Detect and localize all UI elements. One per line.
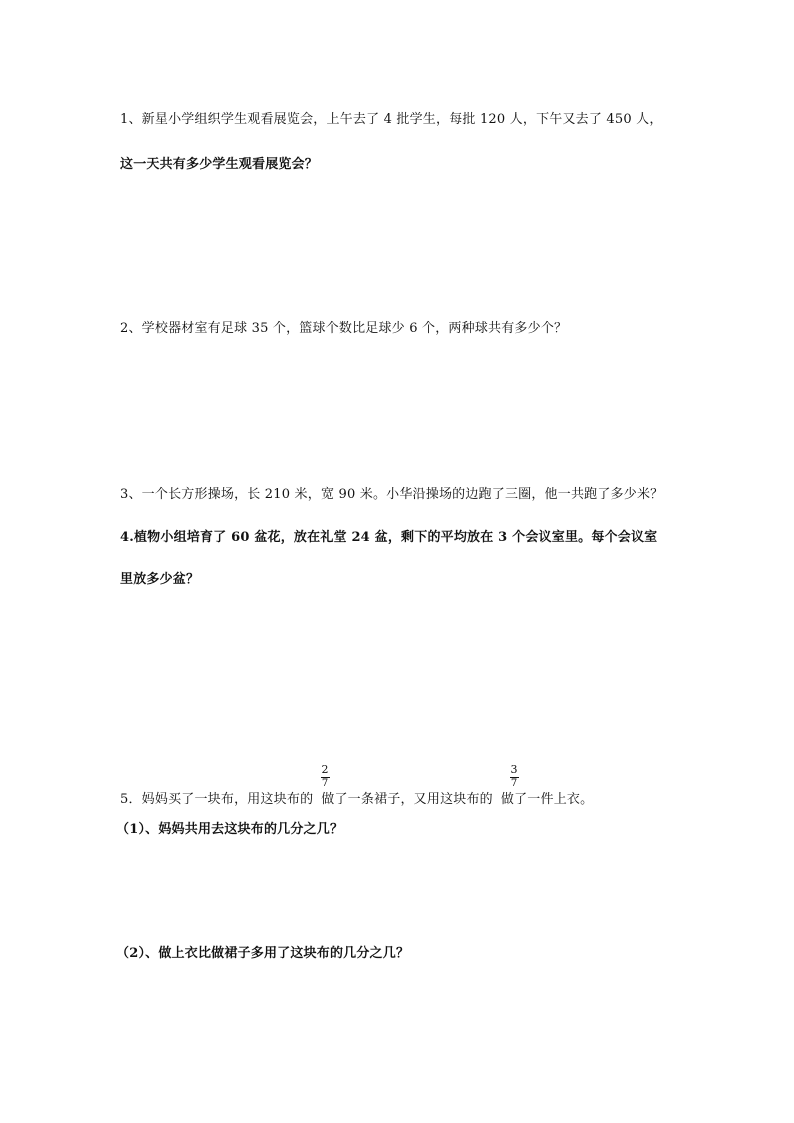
question-1-line-1: 1、新星小学组织学生观看展览会，上午去了 4 批学生，每批 120 人，下午又去了 450 人， — [120, 112, 663, 127]
question-5-text-a: 5．妈妈买了一块布，用这块布的 — [120, 792, 314, 807]
question-5-text-b: 做了一条裙子，又用这块布的 — [321, 792, 493, 807]
fraction-1-denominator: 7 — [321, 778, 329, 789]
question-5-sub-1: （1）、妈妈共用去这块布的几分之几？ — [116, 822, 344, 837]
question-1-line-2: 这一天共有多少学生观看展览会？ — [120, 157, 319, 172]
question-5-sub-2: （2）、做上衣比做裙子多用了这块布的几分之几？ — [116, 946, 410, 961]
fraction-1 — [320, 764, 330, 790]
question-3-line-1: 3、一个长方形操场，长 210 米，宽 90 米。小华沿操场的边跑了三圈，他一共跑了多少米？ — [120, 487, 664, 502]
fraction-2 — [509, 764, 519, 790]
question-2-line-1: 2、学校器材室有足球 35 个，篮球个数比足球少 6 个，两种球共有多少个？ — [120, 321, 568, 336]
fraction-2-denominator: 7 — [510, 778, 518, 789]
fraction-2-numerator: 3 — [510, 763, 518, 776]
question-5-line-1 — [120, 788, 593, 807]
question-4-line-1: 4.植物小组培育了 60 盆花，放在礼堂 24 盆，剩下的平均放在 3 个会议室里。每个会议室 — [120, 530, 658, 545]
question-5-text-c: 做了一件上衣。 — [500, 792, 594, 807]
fraction-1-numerator: 2 — [321, 763, 329, 776]
question-4-line-2: 里放多少盆？ — [120, 572, 200, 587]
